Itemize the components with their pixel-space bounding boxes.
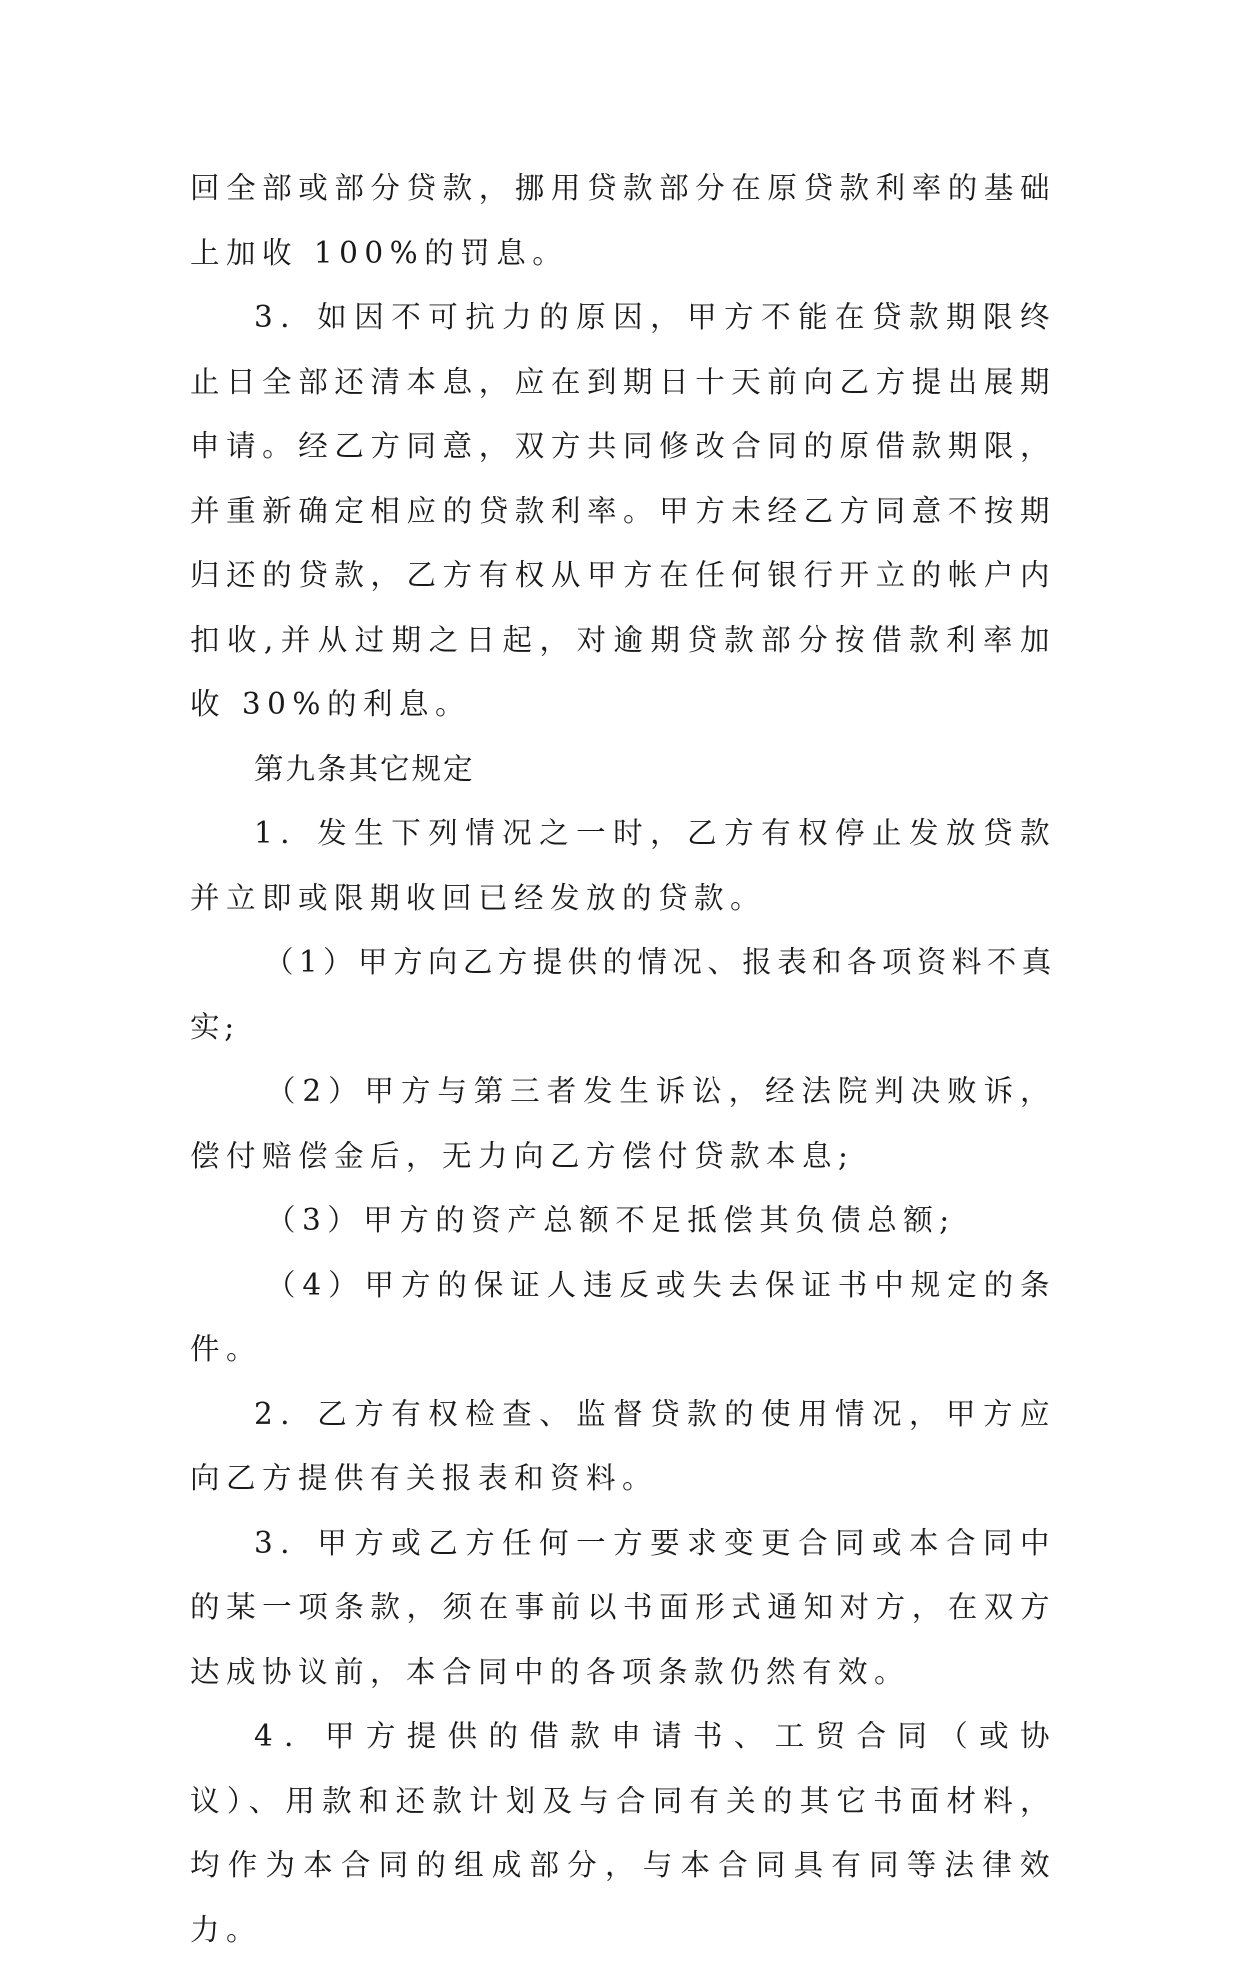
- paragraph-clause-2-inspection: 2．乙方有权检查、监督贷款的使用情况，甲方应向乙方提供有关报表和资料。: [190, 1396, 1056, 1495]
- list-item-condition-2: （2）甲方与第三者发生诉讼，经法院判决败诉，偿付赔偿金后，无力向乙方偿付贷款本息;: [190, 1074, 1056, 1173]
- list-item-condition-1: （1）甲方向乙方提供的情况、报表和各项资料不真实;: [190, 945, 1056, 1044]
- list-item-condition-4: （4）甲方的保证人违反或失去保证书中规定的条件。: [190, 1267, 1056, 1366]
- section-heading-article-9: 第九条其它规定: [254, 751, 475, 786]
- paragraph-clause-1-stop-loan: 1．发生下列情况之一时，乙方有权停止发放贷款并立即或限期收回已经发放的贷款。: [190, 816, 1056, 915]
- document-body: [190, 156, 1056, 1962]
- paragraph-clause-3-extension: 3．如因不可抗力的原因，甲方不能在贷款期限终止日全部还清本息，应在到期日十天前向乙方提出展期申请。经乙方同意，双方共同修改合同的原借款期限，并重新确定相应的贷款利率。甲方未经乙方同意不按期归还的贷款，乙方有权从甲方在任何银行开立的帐户内扣收,并从过期之日起，对逾期贷款部分按借款利率加收 30%的利息。: [190, 300, 1056, 721]
- list-item-condition-3: （3）甲方的资产总额不足抵偿其负债总额;: [266, 1203, 956, 1237]
- paragraph-clause-4-attachments: 4．甲方提供的借款申请书、工贸合同（或协议）、用款和还款计划及与合同有关的其它书面材料，均作为本合同的组成部分，与本合同具有同等法律效力。: [190, 1719, 1056, 1947]
- paragraph-clause-3-amendment: 3．甲方或乙方任何一方要求变更合同或本合同中的某一项条款，须在事前以书面形式通知对方，在双方达成协议前，本合同中的各项条款仍然有效。: [190, 1525, 1056, 1689]
- paragraph-penalty-continuation: 回全部或部分贷款，挪用贷款部分在原贷款利率的基础上加收 100%的罚息。: [190, 171, 1056, 270]
